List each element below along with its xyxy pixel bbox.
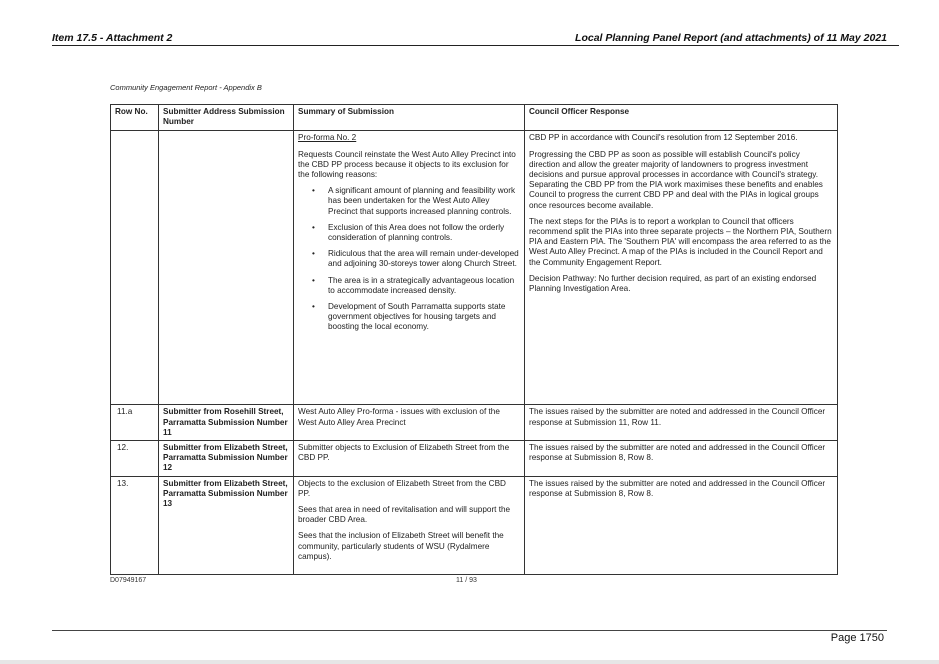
response-paragraph: CBD PP in accordance with Council's resolution from 12 September 2016. <box>529 133 798 143</box>
cell-summary: Submitter objects to Exclusion of Elizabeth Street from the CBD PP. <box>294 441 525 477</box>
footer-divider <box>52 630 887 631</box>
summary-paragraph: Objects to the exclusion of Elizabeth Street from the CBD PP. <box>298 478 506 498</box>
table-row <box>111 405 838 441</box>
table-row <box>111 476 838 574</box>
submissions-table <box>110 104 838 575</box>
header-row-no: Row No. <box>111 105 159 131</box>
cell-row-no: 12. <box>111 441 159 477</box>
table-row <box>111 441 838 477</box>
summary-intro: Requests Council reinstate the West Auto Alley Precinct into the CBD PP process because it objects to its exclusion for the following reasons: <box>298 149 516 180</box>
cell-response <box>525 131 838 405</box>
page-number: Page 1750 <box>830 632 884 644</box>
cell-submitter: Submitter from Elizabeth Street, Parramatta Submission Number 13 <box>159 476 294 574</box>
cell-submitter: Submitter from Rosehill Street, Parramatta Submission Number 11 <box>159 405 294 441</box>
cell-row-no <box>111 131 159 405</box>
cell-row-no: 13. <box>111 476 159 574</box>
summary-title: Pro-forma No. 2 <box>298 133 357 143</box>
viewer-bottom-band <box>0 660 939 664</box>
header-submitter: Submitter Address Submission Number <box>159 105 294 131</box>
page-of-total: 11 / 93 <box>456 577 477 584</box>
cell-response: The issues raised by the submitter are noted and addressed in the Council Officer response at Submission 8, Row 8. <box>525 441 838 477</box>
response-paragraph: Decision Pathway: No further decision required, as part of an existing endorsed Planning Investigation Area. <box>529 273 817 294</box>
list-item: • Ridiculous that the area will remain under-developed and adjoining 30-storeys tower along Church Street. <box>328 249 520 269</box>
list-item: • The area is in a strategically advantageous location to accommodate increased density. <box>328 276 520 296</box>
cell-row-no: 11.a <box>111 405 159 441</box>
response-paragraph: Progressing the CBD PP as soon as possible will establish Council's policy direction and allow the greater majority of landowners to progress investment decisions and pursue approval processes in accordance with Council's strategy. Separating the CBD PP from the PIA work maximises these benefits and enables Council to progress the current CBD PP and deal with the PIAs in logical groups once resources become available. <box>529 149 823 210</box>
summary-paragraph: Sees that the inclusion of Elizabeth Street will benefit the community, particularly students of WSU (Rydalmere campus). <box>298 531 504 561</box>
document-id: D07949167 <box>110 577 147 584</box>
table-header-row <box>111 105 838 131</box>
header-item-title: Item 17.5 - Attachment 2 <box>52 32 173 44</box>
cell-response: The issues raised by the submitter are noted and addressed in the Council Officer response at Submission 11, Row 11. <box>525 405 838 441</box>
list-item: • A significant amount of planning and feasibility work has been undertaken for the West Auto Alley Precinct that supports increased planning controls. <box>328 186 520 217</box>
reasons-list <box>298 186 520 332</box>
header-divider <box>52 45 899 46</box>
list-item: • Development of South Parramatta supports state government objectives for housing targets and boosting the local economy. <box>328 302 520 333</box>
cell-summary <box>294 131 525 405</box>
cell-response: The issues raised by the submitter are noted and addressed in the Council Officer response at Submission 8, Row 8. <box>525 476 838 574</box>
header-report-title: Local Planning Panel Report (and attachments) of 11 May 2021 <box>575 32 887 44</box>
header-summary: Summary of Submission <box>294 105 525 131</box>
list-item: • Exclusion of this Area does not follow the orderly consideration of planning controls. <box>328 223 520 243</box>
cell-submitter <box>159 131 294 405</box>
cell-summary <box>294 476 525 574</box>
response-paragraph: The next steps for the PIAs is to report a workplan to Council that officers recommend split the PIAs into three separate projects – the Northern PIA, Southern PIA and Eastern PIA. The 'Southern PIA' will encompass the area referred to as the West Auto Alley Precinct. A map of the PIAs is included in the Council Report and the Community Engagement Report. <box>529 216 832 267</box>
table-row <box>111 131 838 405</box>
summary-paragraph: Sees that area in need of revitalisation and will support the broader CBD Area. <box>298 505 511 525</box>
cell-submitter: Submitter from Elizabeth Street, Parramatta Submission Number 12 <box>159 441 294 477</box>
cell-summary: West Auto Alley Pro-forma - issues with exclusion of the West Auto Alley Area Precinct <box>294 405 525 441</box>
section-label: Community Engagement Report - Appendix B <box>110 83 262 92</box>
header-response: Council Officer Response <box>525 105 838 131</box>
